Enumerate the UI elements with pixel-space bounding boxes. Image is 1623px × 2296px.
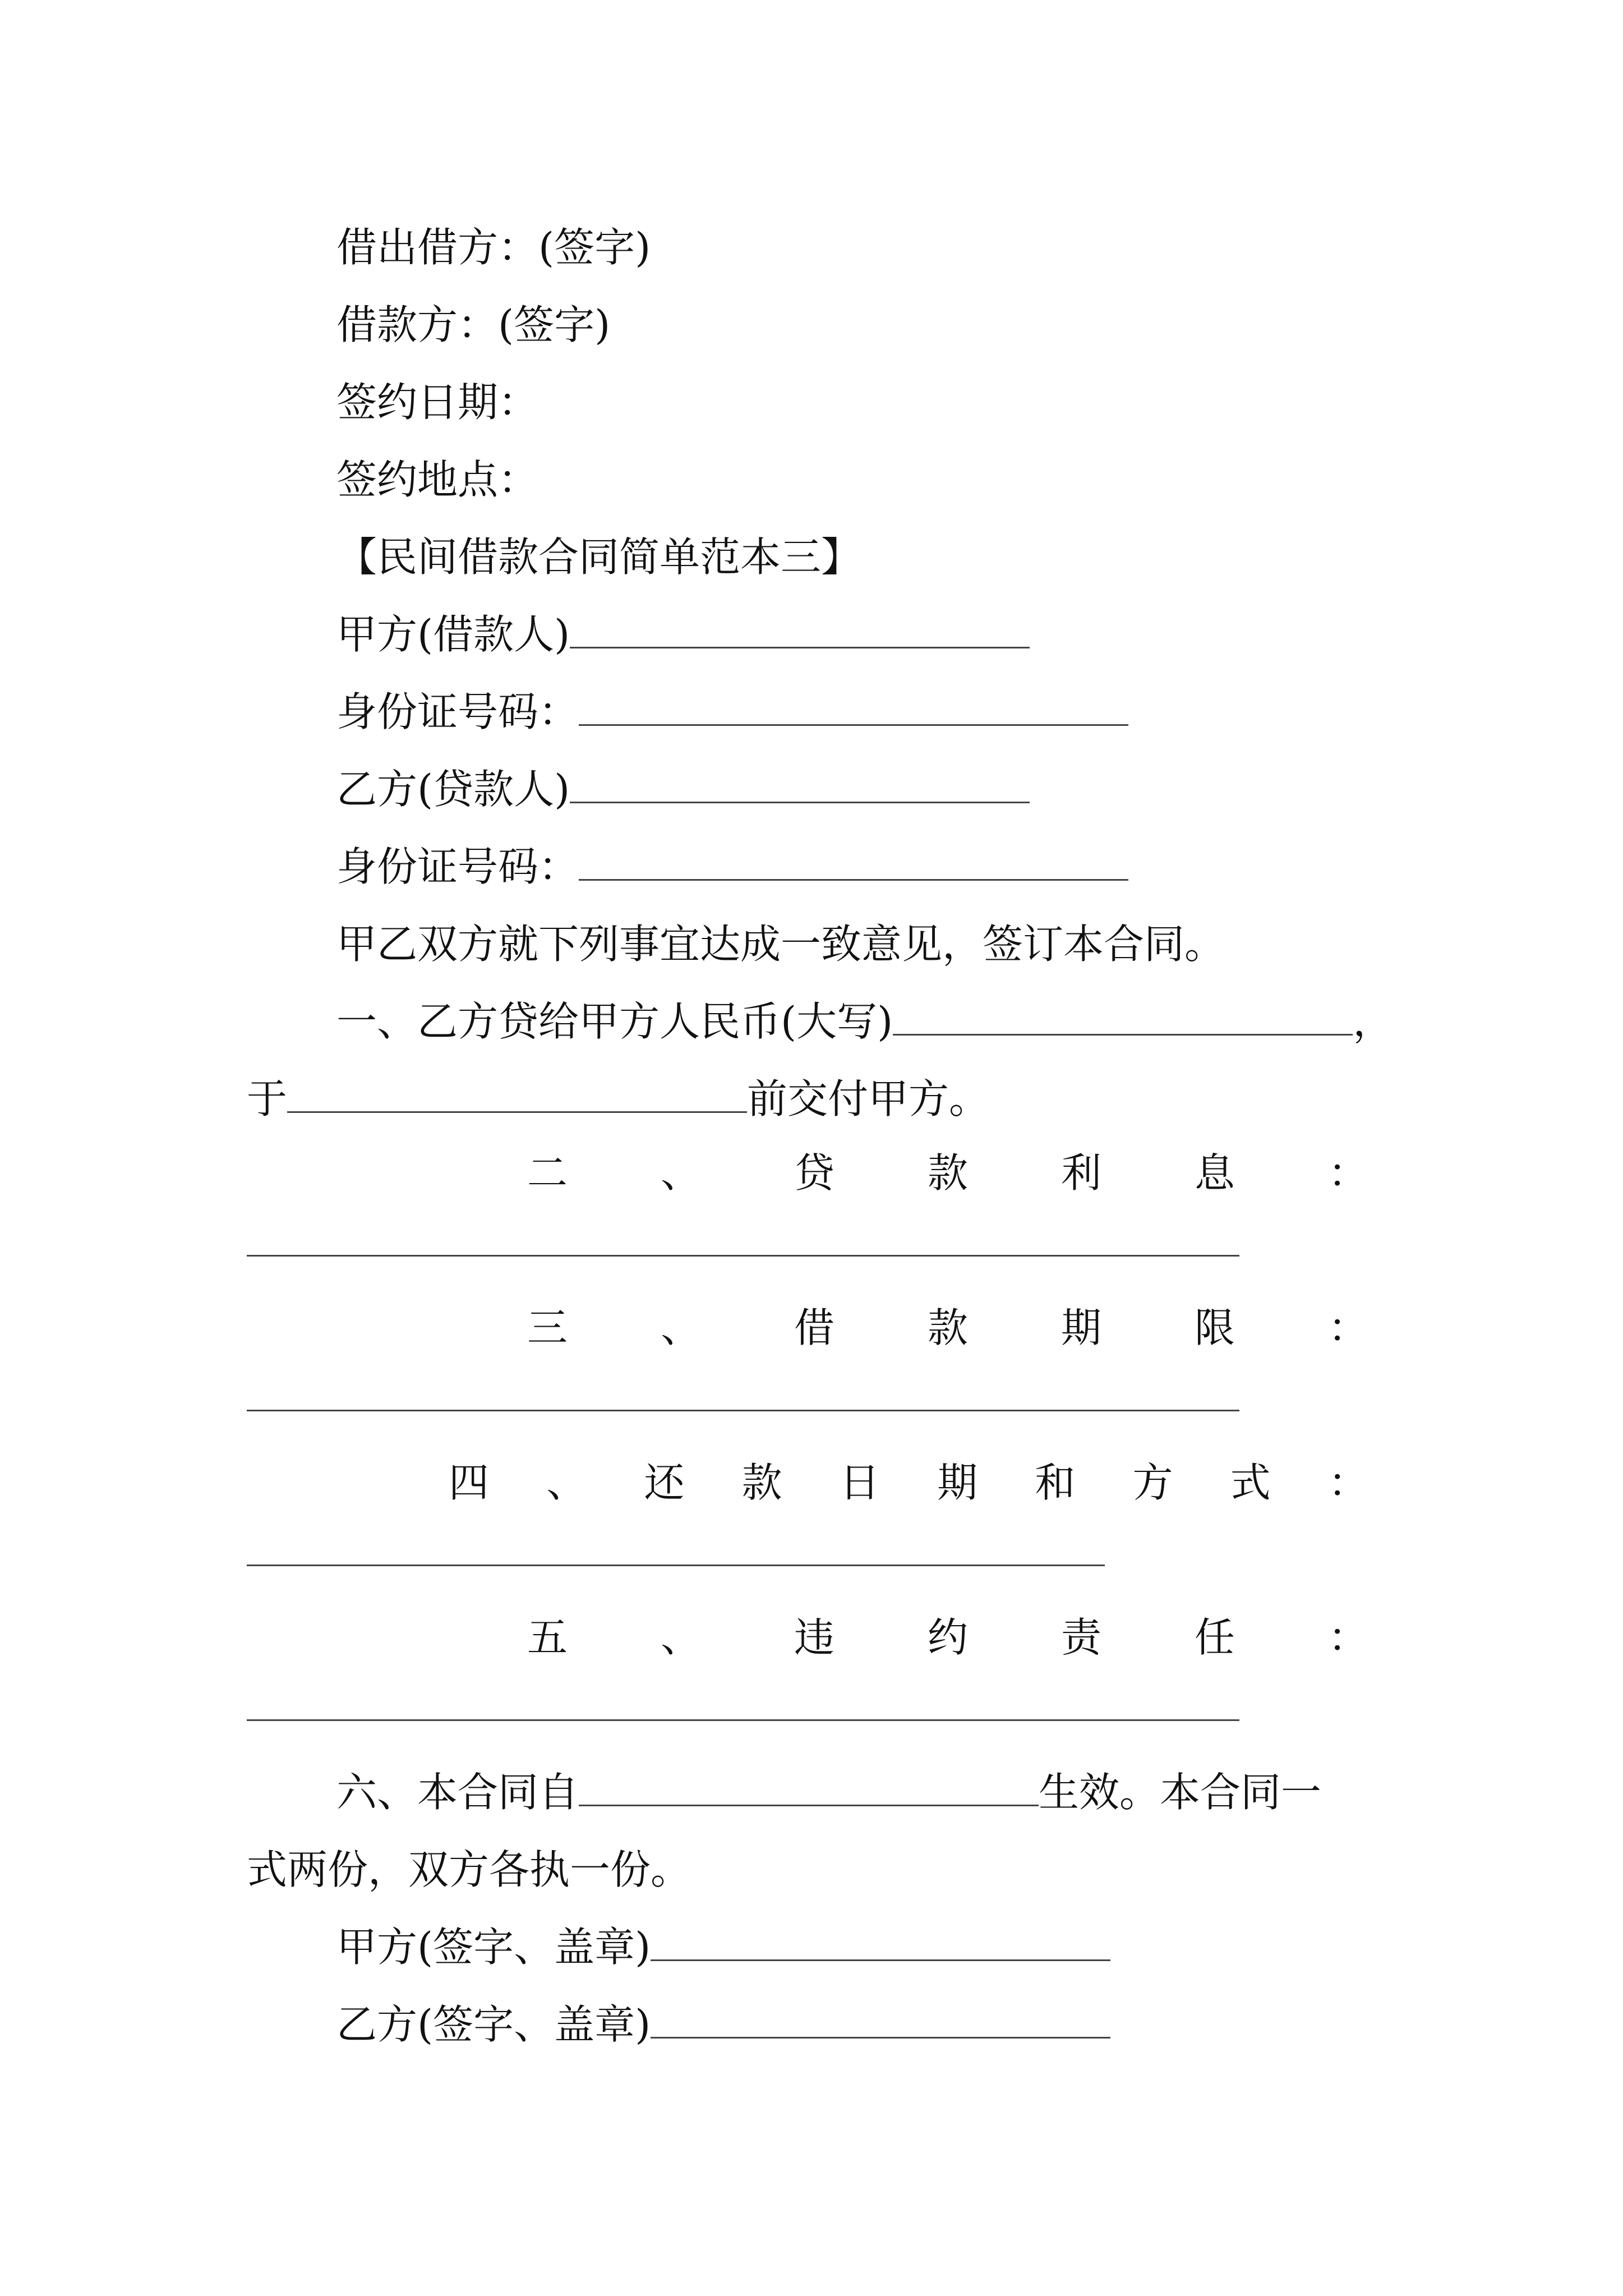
clause-4-heading bbox=[449, 1448, 1368, 1510]
sign-a-line bbox=[336, 1913, 1110, 1975]
party-b-blank bbox=[570, 769, 1030, 803]
party-a-line bbox=[336, 600, 1030, 662]
sign-a-label: 甲方(签字、盖章) bbox=[336, 1924, 651, 1971]
clause-5-char: 约 bbox=[927, 1614, 968, 1661]
clause-4-char: 款 bbox=[741, 1459, 782, 1506]
clause-4-char: 式 bbox=[1230, 1459, 1271, 1506]
clause-1-line-2 bbox=[247, 1065, 989, 1126]
party-a-label: 甲方(借款人) bbox=[336, 611, 570, 658]
clause-2-heading bbox=[527, 1139, 1368, 1200]
clause-3-blank bbox=[247, 1410, 1239, 1411]
clause-4-char: 四 bbox=[449, 1459, 490, 1506]
clause-2-char: 利 bbox=[1061, 1149, 1101, 1197]
clause-6-date-blank bbox=[579, 1772, 1039, 1806]
clause-2-char: 二 bbox=[527, 1149, 568, 1197]
clause-4-char: 日 bbox=[839, 1459, 880, 1506]
party-b-line bbox=[336, 755, 1030, 817]
id-a-line bbox=[336, 678, 1128, 739]
sign-date-label: 签约日期： bbox=[336, 379, 539, 426]
clause-4-char: 方 bbox=[1132, 1459, 1173, 1506]
sign-a-blank bbox=[651, 1927, 1110, 1961]
clause-1-amount-blank bbox=[893, 1001, 1353, 1036]
sign-b-blank bbox=[651, 2004, 1110, 2039]
lender-signature-label: 借出借方：(签字) bbox=[336, 224, 651, 271]
clause-3-char: ： bbox=[1327, 1304, 1368, 1351]
clause-4-char: 和 bbox=[1035, 1459, 1076, 1506]
id-b-blank bbox=[579, 846, 1128, 881]
clause-3-char: 款 bbox=[927, 1304, 968, 1351]
clause-6-prefix: 六、本合同自 bbox=[336, 1769, 579, 1816]
clause-3-char: 期 bbox=[1061, 1304, 1101, 1351]
sign-b-label: 乙方(签字、盖章) bbox=[336, 2001, 651, 2048]
clause-5-char: 五 bbox=[527, 1614, 568, 1661]
clause-4-char: 期 bbox=[937, 1459, 978, 1506]
id-b-line bbox=[336, 832, 1128, 894]
sign-date-line bbox=[336, 368, 538, 430]
id-a-blank bbox=[579, 692, 1128, 726]
borrower-signature-label: 借款方：(签字) bbox=[336, 301, 611, 348]
clause-6-line-2-text: 式两份，双方各执一份。 bbox=[247, 1846, 691, 1893]
sign-place-label: 签约地点： bbox=[336, 456, 539, 503]
clause-6-line-2 bbox=[247, 1835, 691, 1897]
id-b-label: 身份证号码： bbox=[336, 843, 579, 890]
lender-signature-line bbox=[336, 213, 651, 275]
clause-6-line-1 bbox=[336, 1758, 1321, 1820]
sign-b-line bbox=[336, 1990, 1110, 2052]
clause-2-char: 、 bbox=[660, 1149, 701, 1197]
clause-2-char: 贷 bbox=[794, 1149, 834, 1197]
clause-6-suffix: 生效。本合同一 bbox=[1039, 1769, 1322, 1816]
clause-2-blank bbox=[247, 1255, 1239, 1257]
clause-5-char: ： bbox=[1327, 1614, 1368, 1661]
clause-5-char: 违 bbox=[794, 1614, 834, 1661]
clause-3-char: 借 bbox=[794, 1304, 834, 1351]
clause-1-label: 一、乙方贷给甲方人民币(大写) bbox=[336, 998, 893, 1045]
clause-1-line-2-prefix: 于 bbox=[247, 1075, 288, 1122]
agreement-line bbox=[336, 910, 1225, 972]
agreement-text: 甲乙双方就下列事宜达成一致意见，签订本合同。 bbox=[336, 921, 1225, 968]
clause-2-char: 款 bbox=[927, 1149, 968, 1197]
clause-4-char: ： bbox=[1327, 1459, 1368, 1506]
clause-4-char: 、 bbox=[546, 1459, 587, 1506]
clause-3-char: 三 bbox=[527, 1304, 568, 1351]
clause-2-char: 息 bbox=[1194, 1149, 1235, 1197]
sign-place-line bbox=[336, 445, 538, 507]
clause-1-line-1 bbox=[336, 987, 1393, 1049]
clause-5-heading bbox=[527, 1603, 1368, 1665]
clause-4-blank bbox=[247, 1565, 1105, 1566]
clause-5-char: 责 bbox=[1061, 1614, 1101, 1661]
clause-5-blank bbox=[247, 1719, 1239, 1721]
party-b-label: 乙方(贷款人) bbox=[336, 766, 570, 813]
section-title bbox=[336, 523, 861, 585]
clause-2-char: ： bbox=[1327, 1149, 1368, 1197]
clause-1-date-blank bbox=[287, 1079, 747, 1113]
section-title-text: 【民间借款合同简单范本三】 bbox=[336, 533, 862, 581]
clause-5-char: 任 bbox=[1194, 1614, 1235, 1661]
clause-5-char: 、 bbox=[660, 1614, 701, 1661]
clause-3-heading bbox=[527, 1294, 1368, 1355]
id-a-label: 身份证号码： bbox=[336, 688, 579, 735]
clause-1-comma: ， bbox=[1353, 998, 1394, 1045]
clause-1-line-2-suffix: 前交付甲方。 bbox=[747, 1075, 990, 1122]
clause-3-char: 限 bbox=[1194, 1304, 1235, 1351]
clause-3-char: 、 bbox=[660, 1304, 701, 1351]
party-a-blank bbox=[570, 614, 1030, 648]
borrower-signature-line bbox=[336, 291, 610, 352]
clause-4-char: 还 bbox=[644, 1459, 685, 1506]
